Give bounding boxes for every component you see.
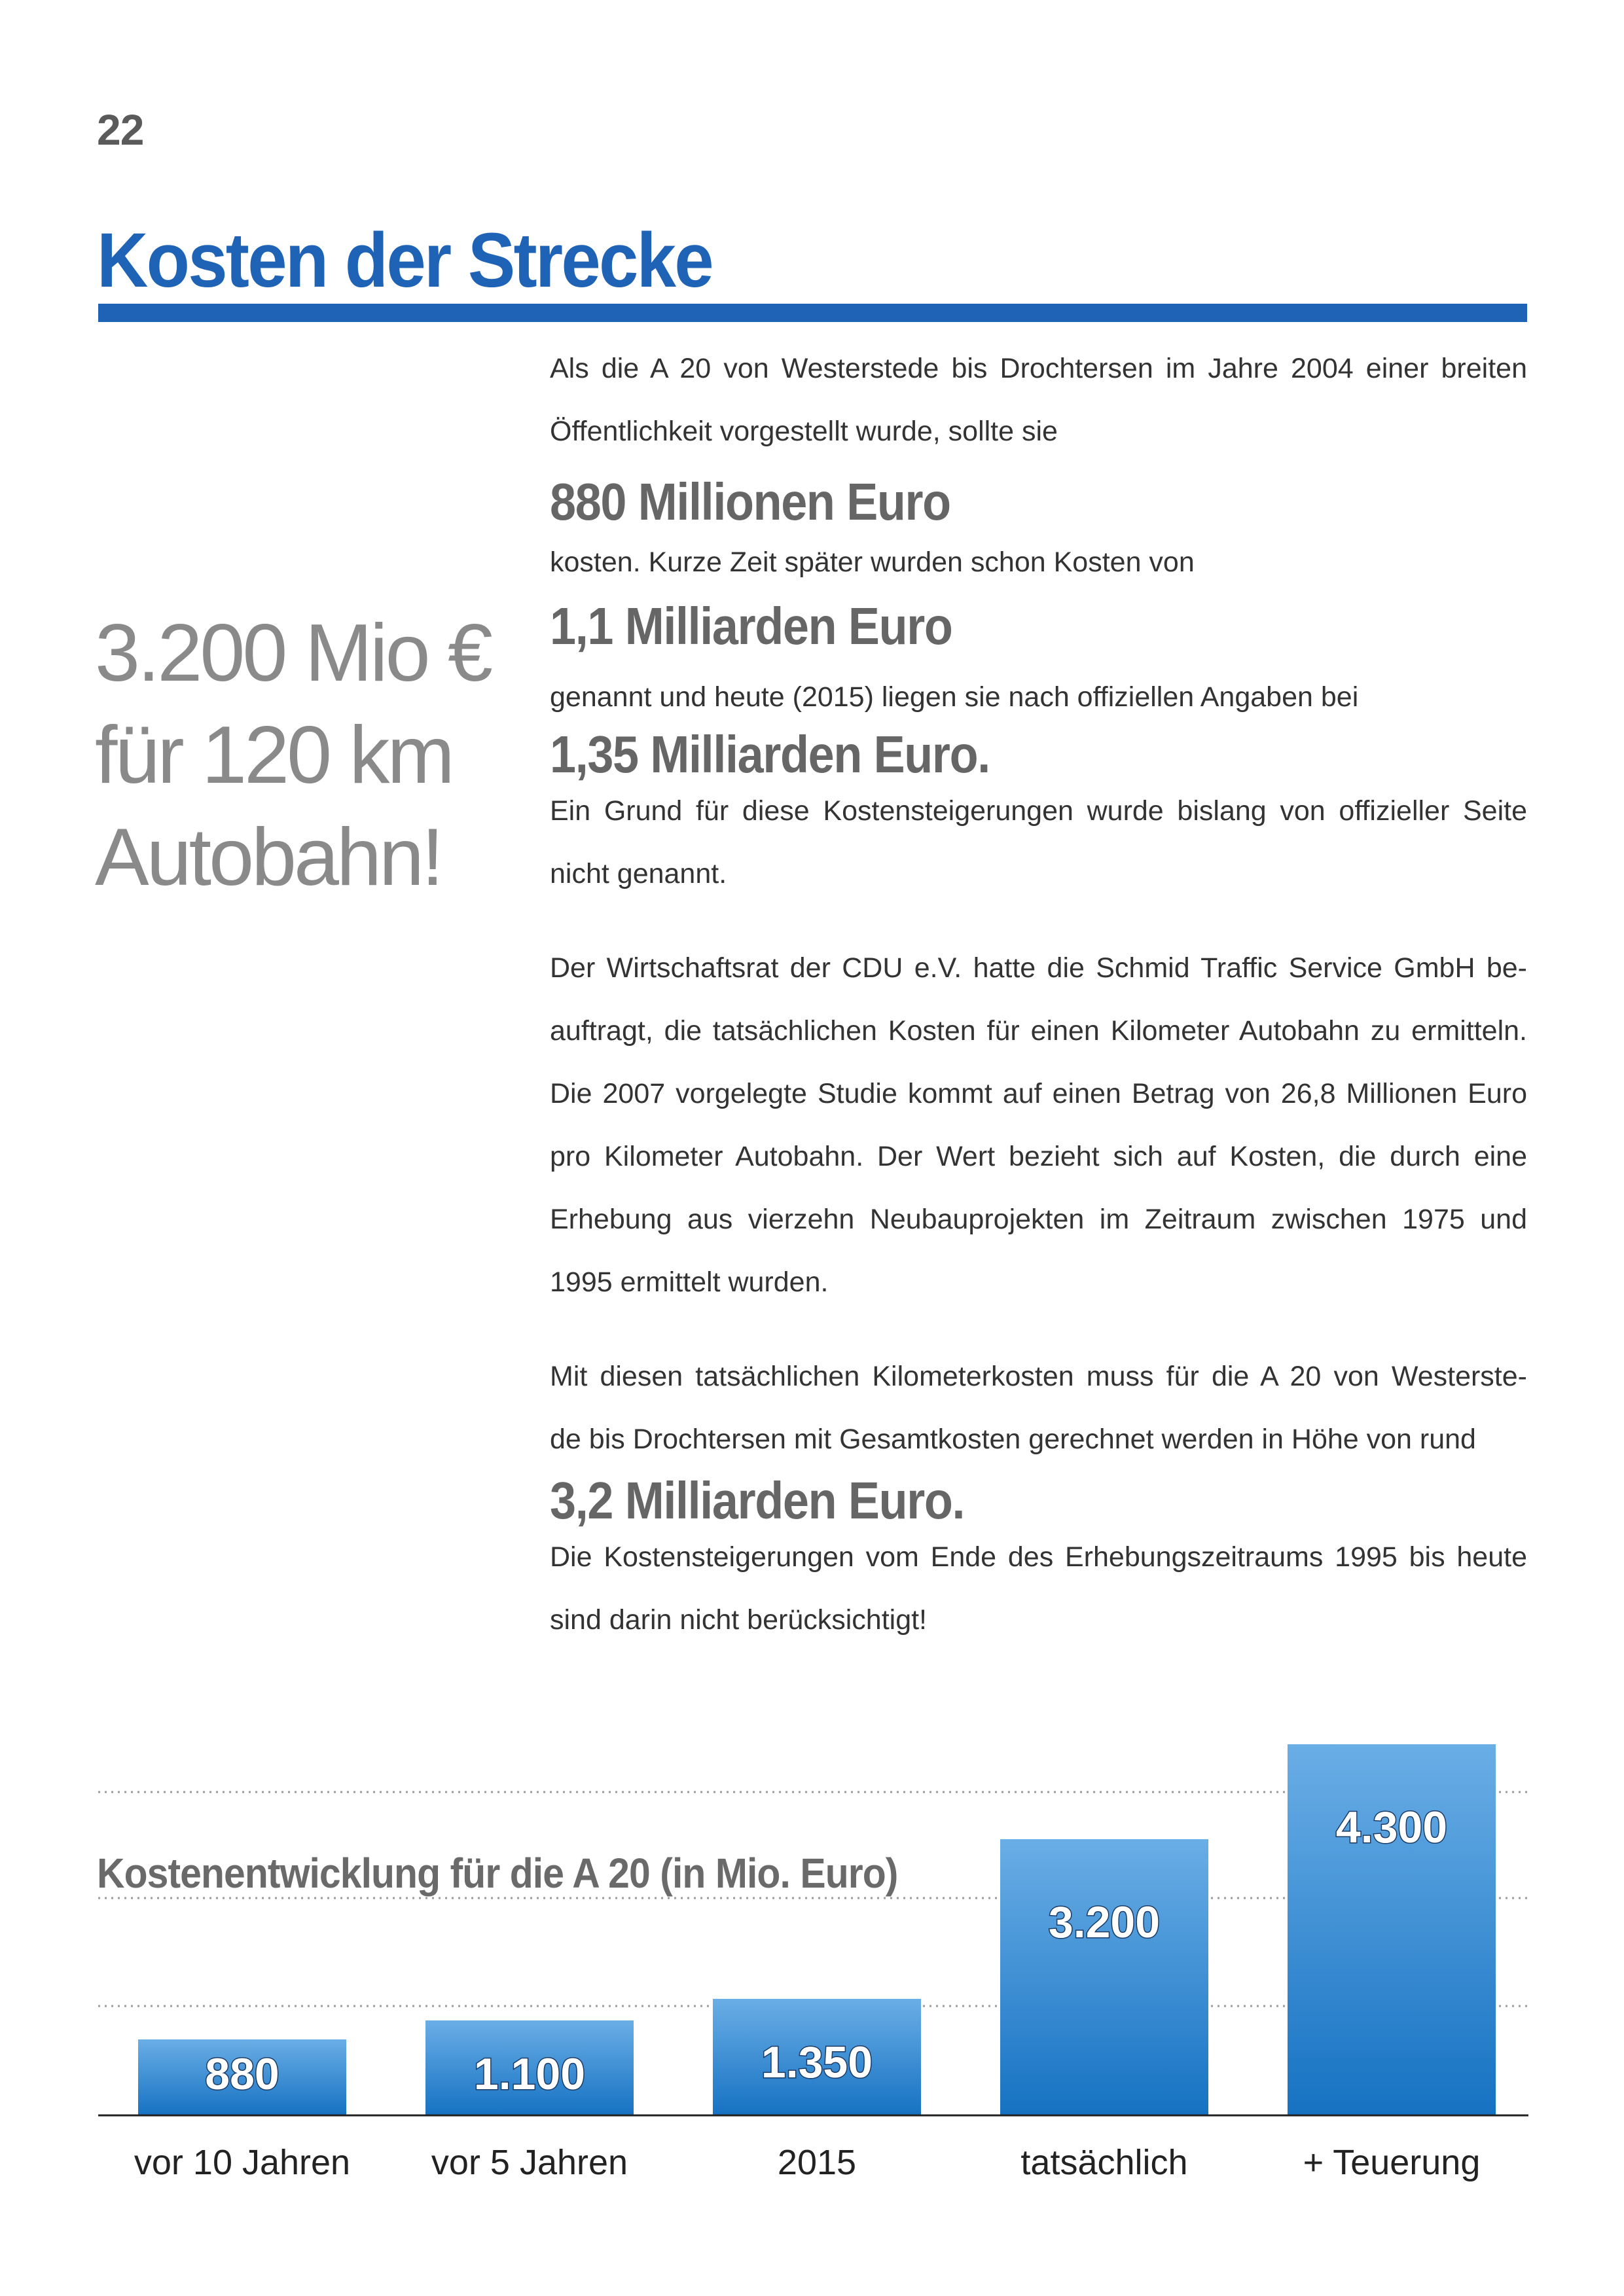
category-label: 2015 (777, 2143, 857, 2182)
text-line: Die 2007 vorgelegte Studie kommt auf einen Betrag von 26,8 Millionen Euro (550, 1078, 1527, 1109)
pull-quote-line: für 120 km (95, 710, 452, 800)
text-line: Der Wirtschaftsrat der CDU e.V. hatte die Schmid Traffic Service GmbH be- (550, 952, 1527, 984)
category-label: vor 5 Jahren (431, 2143, 628, 2182)
cost-figure-1100: 1,1 Milliarden Euro (550, 597, 952, 655)
text-line: sind darin nicht berücksichtigt! (550, 1604, 928, 1636)
text-line: Die Kostensteigerungen vom Ende des Erhebungszeitraums 1995 bis heute (550, 1541, 1527, 1573)
text-line: de bis Drochtersen mit Gesamtkosten gerechnet werden in Höhe von rund (550, 1424, 1476, 1455)
category-label: tatsächlich (1020, 2143, 1188, 2182)
pull-quote-line: 3.200 Mio € (95, 608, 490, 698)
page-number: 22 (97, 105, 144, 154)
bar-value-label: 1.350 (761, 2037, 873, 2087)
text-line: Als die A 20 von Westerstede bis Drochtersen im Jahre 2004 einer breiten (550, 353, 1527, 384)
text-line: Ein Grund für diese Kostensteigerungen wurde bislang von offizieller Seite (550, 795, 1527, 827)
category-label: vor 10 Jahren (134, 2143, 351, 2182)
bar-value-label: 880 (205, 2049, 280, 2099)
text-line: genannt und heute (2015) liegen sie nach offiziellen Angaben bei (550, 681, 1359, 713)
category-label: + Teuerung (1303, 2143, 1481, 2182)
chart-title: Kostenentwicklung für die A 20 (in Mio. Euro) (97, 1850, 898, 1897)
text-line: nicht genannt. (550, 858, 727, 889)
cost-figure-1350: 1,35 Milliarden Euro. (550, 725, 990, 783)
bar (1000, 1839, 1208, 2115)
text-line: kosten. Kurze Zeit später wurden schon Kosten von (550, 547, 1195, 578)
bar (1288, 1744, 1496, 2115)
cost-figure-880: 880 Millionen Euro (550, 473, 950, 531)
text-line: auftragt, die tatsächlichen Kosten für einen Kilometer Autobahn zu ermitteln. (550, 1015, 1527, 1047)
bar-value-label: 4.300 (1335, 1803, 1448, 1852)
bar-value-label: 1.100 (473, 2049, 586, 2099)
text-line: Mit diesen tatsächlichen Kilometerkosten muss für die A 20 von Westerste- (550, 1361, 1527, 1392)
cost-figure-3200: 3,2 Milliarden Euro. (550, 1471, 965, 1530)
text-line: Erhebung aus vierzehn Neubauprojekten im Zeitraum zwischen 1975 und (550, 1204, 1527, 1235)
bar-value-label: 3.200 (1048, 1897, 1161, 1948)
pull-quote-line: Autobahn! (95, 812, 442, 903)
text-line: 1995 ermittelt wurden. (550, 1266, 829, 1298)
text-line: Öffentlichkeit vorgestellt wurde, sollte sie (550, 416, 1058, 447)
text-line: pro Kilometer Autobahn. Der Wert bezieht sich auf Kosten, die durch eine (550, 1141, 1527, 1172)
page-title: Kosten der Strecke (97, 217, 712, 304)
